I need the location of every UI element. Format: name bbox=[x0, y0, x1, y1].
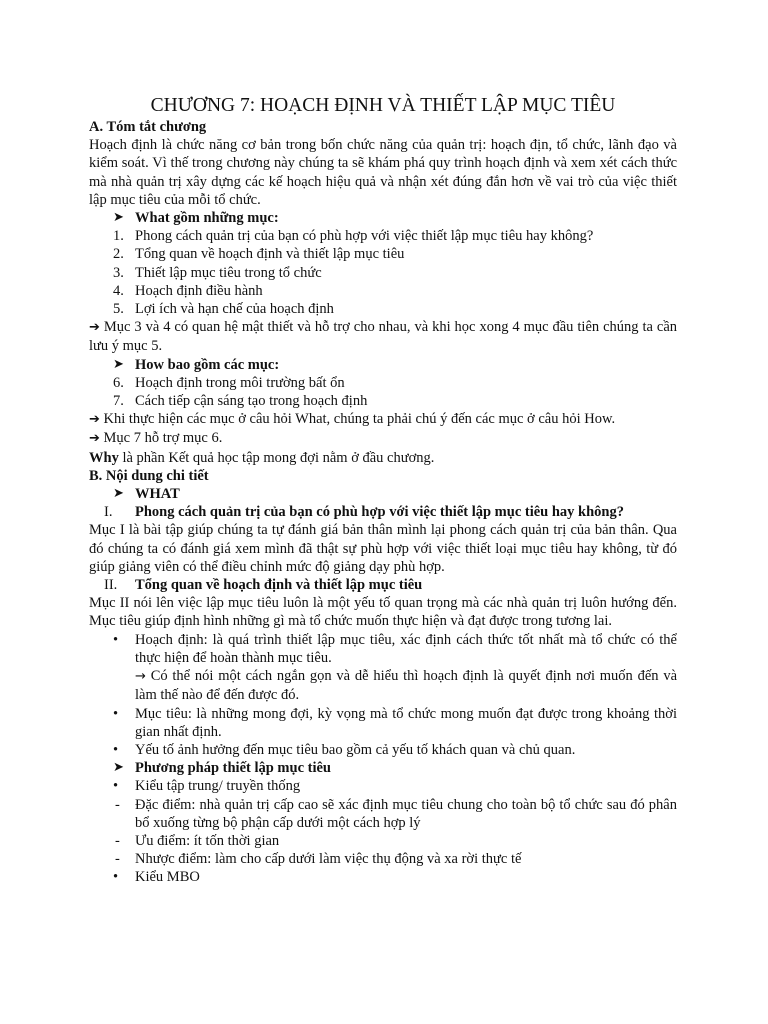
list-item: 5. Lợi ích và hạn chế của hoạch định bbox=[113, 301, 334, 318]
list-item: 4. Hoạch định điều hành bbox=[113, 282, 263, 299]
what-label: ➤ WHAT bbox=[113, 486, 180, 503]
arrow-note: → Có thể nói một cách ngắn gọn và dễ hiểu thì hoạch định là quyết định nơi muốn đến và làm thế nào để đến được đó. bbox=[135, 668, 677, 704]
item-1-heading: I. Phong cách quản trị của bạn có phù hợp với việc thiết lập mục tiêu hay không? bbox=[104, 504, 624, 521]
list-item: 6. Hoạch định trong môi trường bất ổn bbox=[113, 374, 345, 391]
methods-heading: ➤ Phương pháp thiết lập mục tiêu bbox=[113, 760, 331, 777]
bullet-item: • Yếu tố ảnh hưởng đến mục tiêu bao gồm cả yếu tố khách quan và chủ quan. bbox=[113, 741, 576, 758]
bullet-item: • Hoạch định: là quá trình thiết lập mục tiêu, xác định cách thức tốt nhất mà tổ chức có thể thực hiện để hoàn thành mục tiêu. bbox=[113, 631, 677, 666]
right-arrow-icon: → bbox=[135, 669, 146, 685]
bullet-item: • Mục tiêu: là những mong đợi, kỳ vọng mà tổ chức mong muốn đạt được trong khoảng thời gian nhất định. bbox=[113, 705, 677, 740]
bullet-dot-icon: • bbox=[113, 741, 119, 758]
bullet-item: • Kiểu MBO bbox=[113, 869, 200, 886]
how-heading: ➤ How bao gồm các mục: bbox=[113, 356, 280, 373]
item-1-body: Mục I là bài tập giúp chúng ta tự đánh giá bản thân mình lại phong cách quản trị của bản thân. Qua đó chúng ta có đánh giá xem mình đã thật sự phù hợp với việc thiết loại mục tiêu hay không, từ đó giúp giảng viên có thể điều chỉnh mức độ giảng dạy phù hợp. bbox=[89, 522, 677, 575]
section-a-heading: A. Tóm tắt chương bbox=[89, 119, 207, 135]
document-content bbox=[89, 94, 677, 887]
dash-bullet-icon: - bbox=[115, 851, 120, 868]
arrowhead-bullet-icon: ➤ bbox=[113, 760, 124, 776]
right-arrow-icon: ➔ bbox=[89, 320, 100, 336]
bullet-dot-icon: • bbox=[113, 705, 119, 722]
bullet-dot-icon: • bbox=[113, 778, 119, 795]
bullet-dot-icon: • bbox=[113, 631, 119, 648]
section-b-heading: B. Nội dung chi tiết bbox=[89, 467, 209, 484]
chapter-title: CHƯƠNG 7: HOẠCH ĐỊNH VÀ THIẾT LẬP MỤC TIÊU bbox=[150, 95, 616, 116]
note-paragraph: ➔ Khi thực hiện các mục ở câu hỏi What, chúng ta phải chú ý đến các mục ở câu hỏi How. bbox=[89, 411, 616, 428]
arrowhead-bullet-icon: ➤ bbox=[113, 356, 124, 372]
dash-item: - Ưu điểm: ít tốn thời gian bbox=[115, 832, 280, 849]
bullet-dot-icon: • bbox=[113, 869, 119, 886]
arrowhead-bullet-icon: ➤ bbox=[113, 486, 124, 502]
right-arrow-icon: ➔ bbox=[89, 412, 100, 428]
item-2-body: Mục II nói lên việc lập mục tiêu luôn là một yếu tố quan trọng mà các nhà quản trị luôn hướng đến. Mục tiêu giúp định hình những gì mà tổ chức muốn thực hiện và đạt được trong tương lai. bbox=[89, 595, 677, 630]
dash-bullet-icon: - bbox=[115, 796, 120, 813]
what-heading: ➤ What gồm những mục: bbox=[113, 210, 279, 227]
note-paragraph: ➔ Mục 7 hỗ trợ mục 6. bbox=[89, 430, 223, 447]
dash-item: - Nhược điểm: làm cho cấp dưới làm việc thụ động và xa rời thực tế bbox=[115, 851, 522, 868]
note-paragraph: ➔ Mục 3 và 4 có quan hệ mật thiết và hỗ trợ cho nhau, và khi học xong 4 mục đầu tiên chúng ta cần lưu ý mục 5. bbox=[89, 319, 677, 355]
dash-bullet-icon: - bbox=[115, 832, 120, 849]
dash-item: - Đặc điểm: nhà quản trị cấp cao sẽ xác định mục tiêu chung cho toàn bộ tổ chức sau đó phân bổ xuống từng bộ phận cấp dưới một cách hợp lý bbox=[115, 796, 677, 831]
list-item: 3. Thiết lập mục tiêu trong tổ chức bbox=[113, 264, 322, 281]
arrowhead-bullet-icon: ➤ bbox=[113, 210, 124, 226]
list-item: 7. Cách tiếp cận sáng tạo trong hoạch định bbox=[113, 393, 368, 410]
section-a-intro: Hoạch định là chức năng cơ bản trong bốn chức năng của quản trị: hoạch địn, tổ chức, lãnh đạo và kiểm soát. Vì thế trong chương này chúng ta sẽ khám phá quy trình hoạch định và xem xét cách thức mà nhà quản trị xây dựng các kế hoạch hiệu quả và nhận xét đúng đắn hơn về vai trò của việc thiết lập mục tiêu của mỗi tổ chức. bbox=[89, 137, 677, 208]
why-paragraph: Why là phần Kết quả học tập mong đợi nằm ở đầu chương. bbox=[89, 449, 435, 466]
right-arrow-icon: ➔ bbox=[89, 431, 100, 447]
list-item: 1. Phong cách quản trị của bạn có phù hợp với việc thiết lập mục tiêu hay không? bbox=[113, 228, 594, 245]
list-item: 2. Tổng quan về hoạch định và thiết lập mục tiêu bbox=[113, 246, 405, 263]
item-2-heading: II. Tổng quan về hoạch định và thiết lập mục tiêu bbox=[104, 577, 423, 594]
bullet-item: • Kiểu tập trung/ truyền thống bbox=[113, 778, 301, 795]
